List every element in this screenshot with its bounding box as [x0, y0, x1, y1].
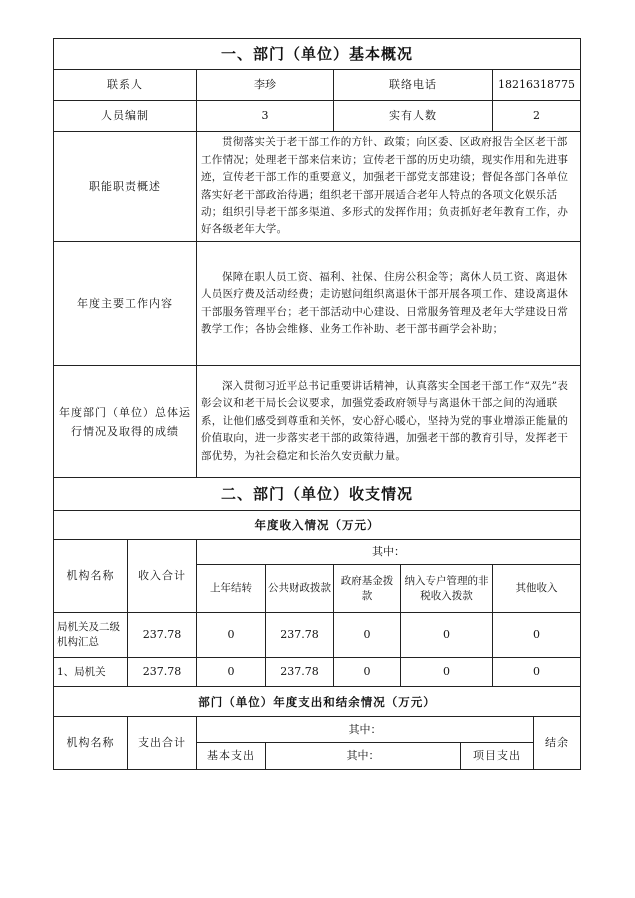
expense-of-which-inner-header: 其中：	[266, 743, 461, 770]
table-row	[54, 658, 581, 687]
row-public-finance: 237.78	[266, 658, 334, 687]
income-public-finance-header: 公共财政拨款	[266, 565, 334, 613]
report-table	[53, 38, 581, 717]
expense-project-header: 项目支出	[461, 743, 534, 770]
annual-work-label: 年度主要工作内容	[54, 242, 197, 366]
phone-value: 18216318775	[493, 70, 581, 101]
expense-org-header: 机构名称	[54, 717, 128, 770]
row-carryover: 0	[197, 658, 266, 687]
income-of-which-header: 其中：	[197, 540, 581, 565]
phone-label: 联络电话	[334, 70, 493, 101]
income-org-header: 机构名称	[54, 540, 128, 613]
row-other: 0	[493, 658, 581, 687]
row-other: 0	[493, 613, 581, 658]
row-total: 237.78	[128, 613, 197, 658]
income-gov-fund-header: 政府基金拨款	[334, 565, 401, 613]
income-other-header: 其他收入	[493, 565, 581, 613]
actual-staff-value: 2	[493, 101, 581, 132]
report-page	[53, 38, 580, 770]
row-non-tax: 0	[401, 658, 493, 687]
table-row	[54, 613, 581, 658]
staff-quota-value: 3	[197, 101, 334, 132]
row-org-name: 局机关及二级机构汇总	[54, 613, 128, 658]
row-org-name: 1、局机关	[54, 658, 128, 687]
overall-text: 深入贯彻习近平总书记重要讲话精神，认真落实全国老干部工作“双先”表彰会议和老干局长会议要求，加强党委政府领导与离退休干部之间的沟通联系，让他们感受到尊重和关怀，安心舒心暖心，坚持为党的事业增添正能量的价值取向，进一步落实老干部的政策待遇，加强老干部的教育引导，发挥老干部优势，为社会稳定和长治久安贡献力量。	[197, 366, 581, 478]
row-total: 237.78	[128, 658, 197, 687]
row-carryover: 0	[197, 613, 266, 658]
expense-title: 部门（单位）年度支出和结余情况（万元）	[54, 687, 581, 717]
expense-table	[53, 716, 581, 770]
expense-total-header: 支出合计	[128, 717, 197, 770]
expense-of-which-header: 其中：	[197, 717, 534, 743]
section1-title: 一、部门（单位）基本概况	[54, 39, 581, 70]
section2-title: 二、部门（单位）收支情况	[54, 478, 581, 511]
overall-label: 年度部门（单位）总体运行情况及取得的成绩	[54, 366, 197, 478]
actual-staff-label: 实有人数	[334, 101, 493, 132]
row-public-finance: 237.78	[266, 613, 334, 658]
annual-work-text: 保障在职人员工资、福利、社保、住房公积金等；离休人员工资、离退休人员医疗费及活动经费；走访慰问组织离退休干部开展各项工作、建设离退休干部服务管理平台；老干部活动中心建设、日常服务管理及老年大学建设日常教学工作；各协会维修、业务工作补助、老干部书画学会补助；	[197, 242, 581, 366]
contact-label: 联系人	[54, 70, 197, 101]
duties-text: 贯彻落实关于老干部工作的方针、政策；向区委、区政府报告全区老干部工作情况；处理老干部来信来访；宣传老干部的历史功绩，现实作用和先进事迹，宣传老干部工作的重要意义，加强老干部党支部建设；督促各部门各单位落实好老干部政治待遇；组织老干部开展适合老年人特点的各项文化娱乐活动；组织引导老干部多渠道、多形式的发挥作用；负责抓好老年教育工作，办好各级老年大学。	[197, 132, 581, 242]
income-non-tax-header: 纳入专户管理的非税收入拨款	[401, 565, 493, 613]
expense-balance-header: 结余	[534, 717, 581, 770]
income-carryover-header: 上年结转	[197, 565, 266, 613]
expense-basic-header: 基本支出	[197, 743, 266, 770]
income-title: 年度收入情况（万元）	[54, 511, 581, 540]
duties-label: 职能职责概述	[54, 132, 197, 242]
row-gov-fund: 0	[334, 613, 401, 658]
income-total-header: 收入合计	[128, 540, 197, 613]
staff-quota-label: 人员编制	[54, 101, 197, 132]
row-non-tax: 0	[401, 613, 493, 658]
contact-value: 李珍	[197, 70, 334, 101]
row-gov-fund: 0	[334, 658, 401, 687]
